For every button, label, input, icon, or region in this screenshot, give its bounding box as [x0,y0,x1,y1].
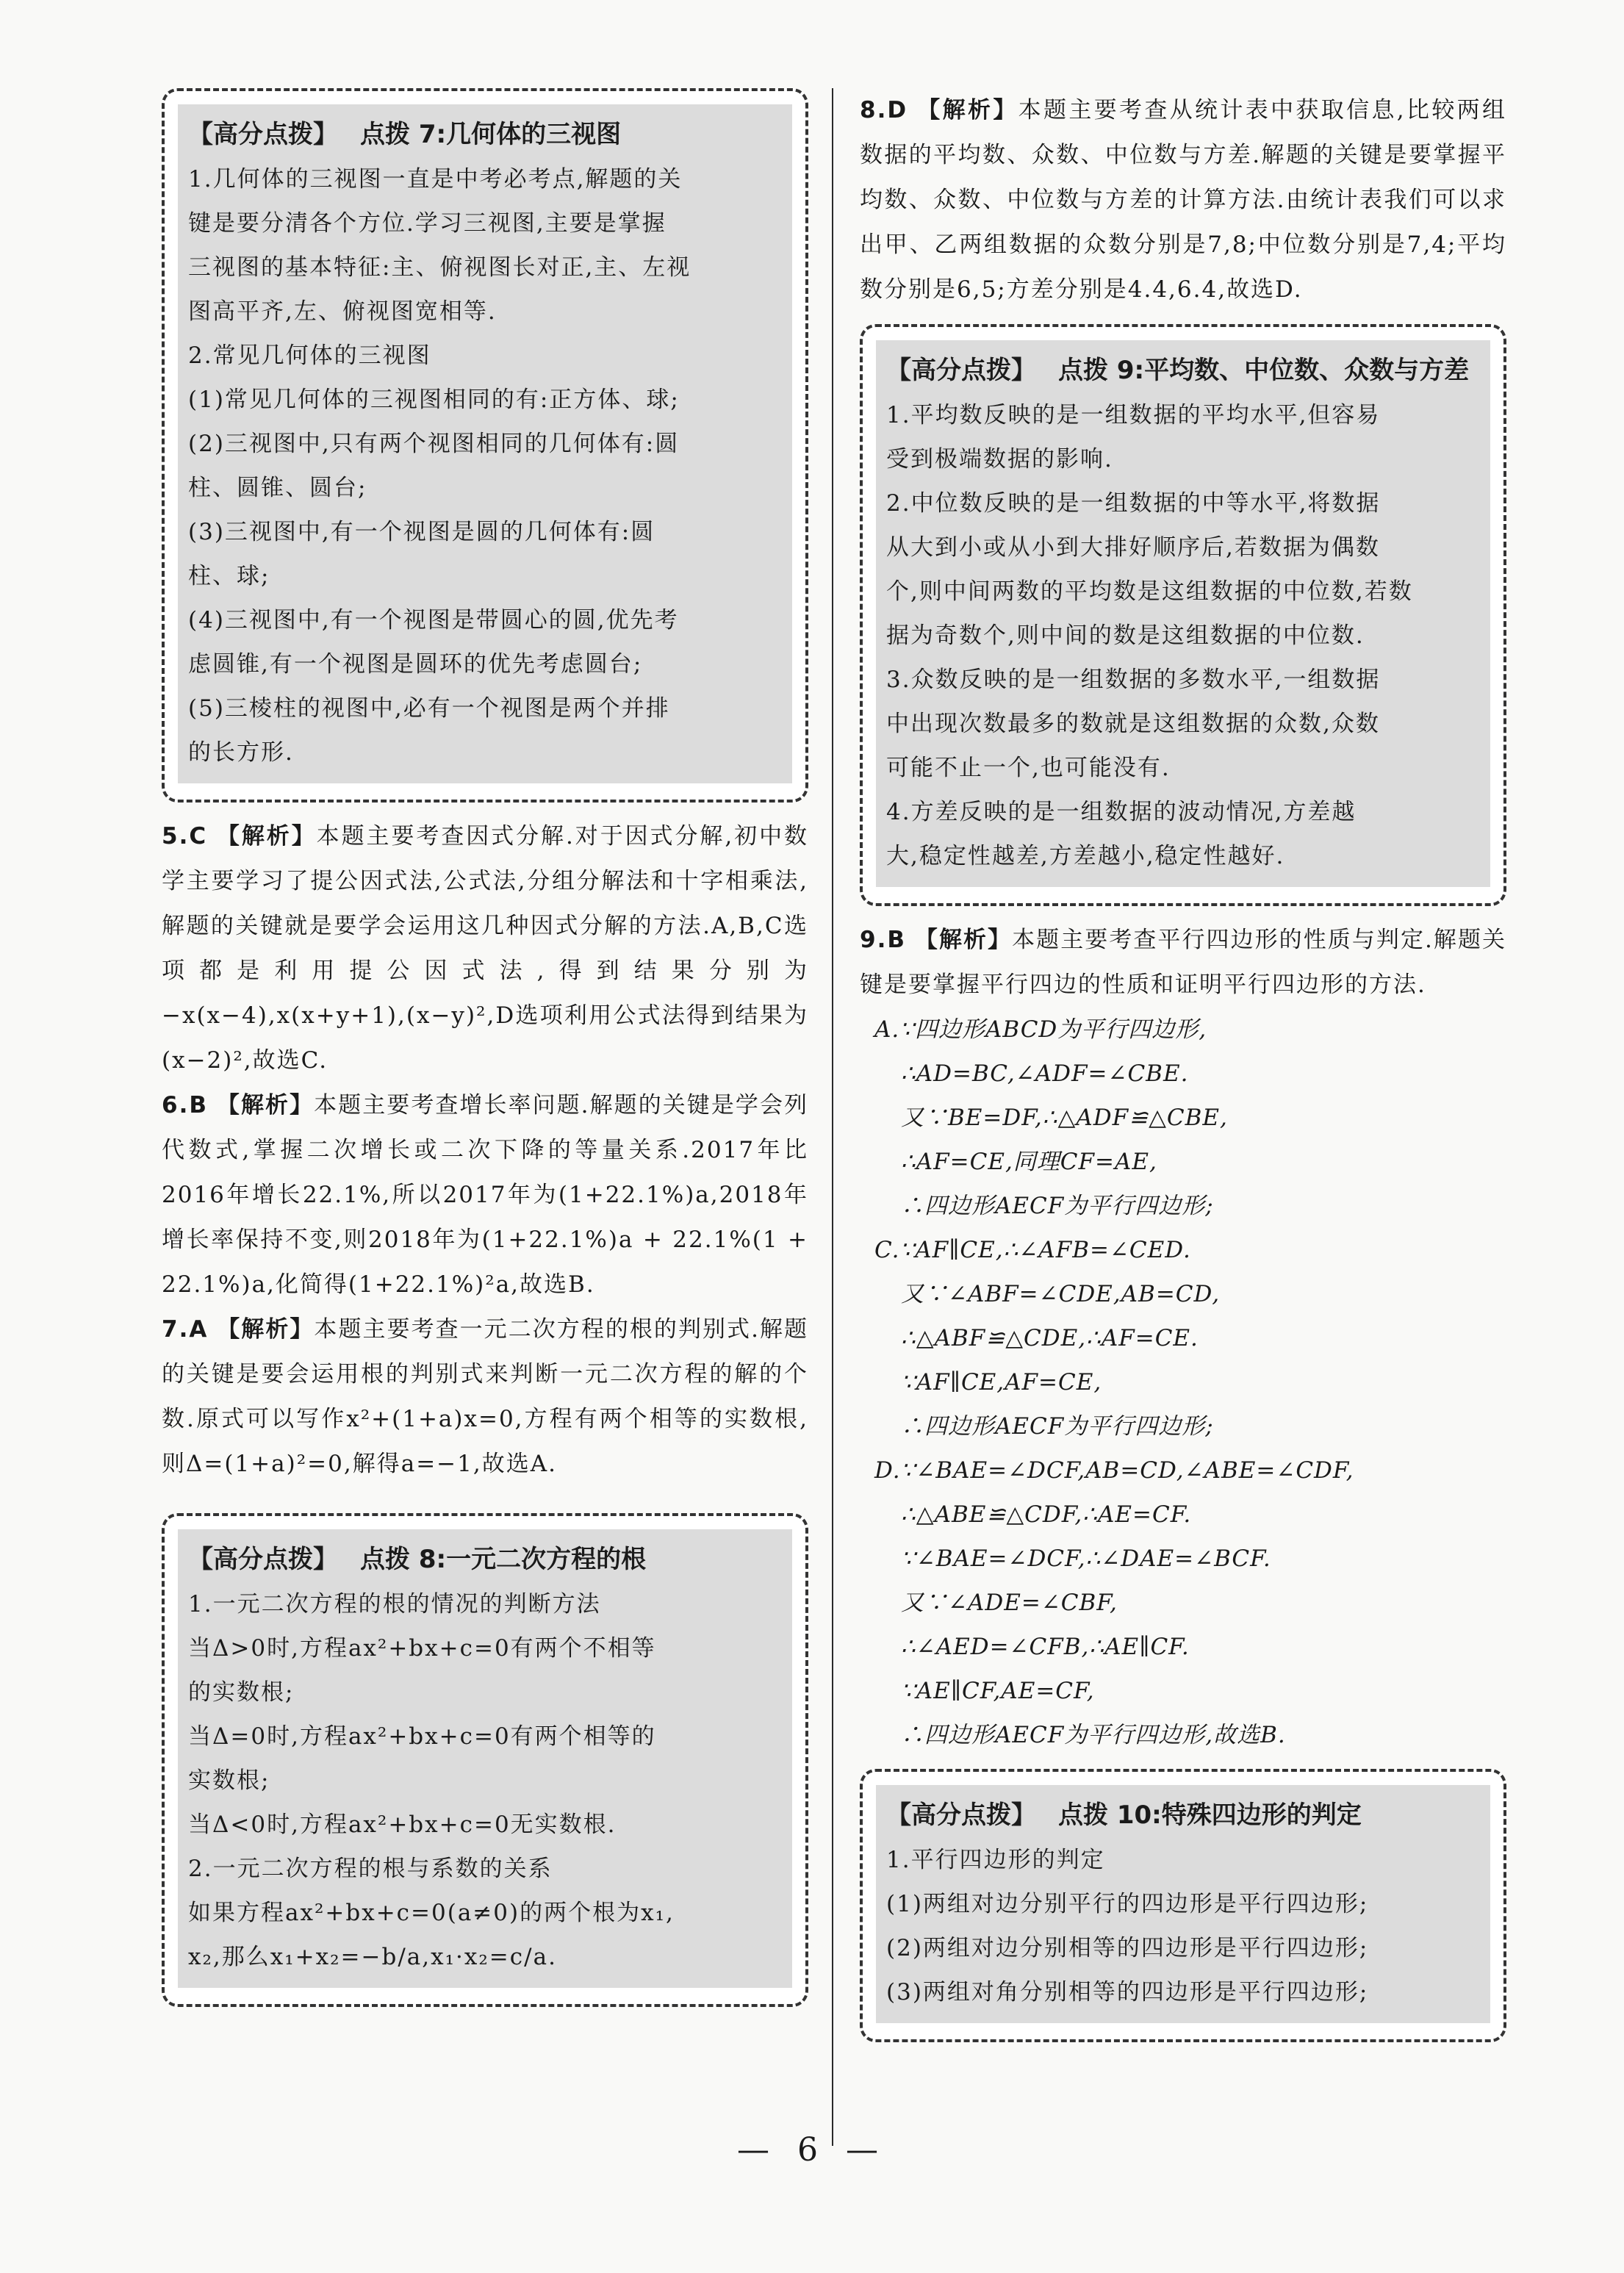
tip-box-title [886,348,1480,393]
tip-tag: 【高分点拨】 [886,356,1036,385]
proof-line: ∵AE∥CF,AE=CF, [901,1678,1095,1704]
proof-line: ∴四边形AECF为平行四边形; [901,1413,1214,1440]
question-answer: A [189,1316,209,1343]
tip-line: 柱、圆锥、圆台; [188,475,367,501]
tip-box-7 [162,88,808,802]
left-column [162,88,808,2007]
question-answer: B [887,927,906,953]
column-divider [832,88,833,2146]
tip-line: 2.常见几何体的三视图 [188,342,431,369]
tip-line: 如果方程ax²+bx+c=0(a≠0)的两个根为x₁, [188,1900,675,1926]
tip-line: (5)三棱柱的视图中,必有一个视图是两个并排 [188,695,670,722]
tip-line: 个,则中间两数的平均数是这组数据的中位数,若数 [886,578,1413,605]
question-number: 7. [162,1316,190,1343]
tip-box-10 [860,1769,1506,2042]
tip-line: 据为奇数个,则中间的数是这组数据的中位数. [886,622,1365,649]
analysis-tag: 【解析】 [914,927,1013,953]
question-8 [860,88,1506,312]
proof-line: 又∵BE=DF,∴△ADF≌△CBE, [901,1105,1228,1131]
proof-line: 又∵∠ADE=∠CBF, [901,1590,1118,1616]
tip-title: 点拨 8:一元二次方程的根 [360,1545,647,1574]
proof-line: ∴∠AED=∠CFB,∴AE∥CF. [901,1634,1190,1660]
tip-line: 图高平齐,左、俯视图宽相等. [188,298,497,325]
tip-tag: 【高分点拨】 [886,1800,1036,1830]
proof-line: ∴△ABF≌△CDE,∴AF=CE. [901,1325,1199,1351]
tip-tag: 【高分点拨】 [188,1545,338,1574]
page-number: — 6 — [737,2131,887,2169]
tip-line: (1)常见几何体的三视图相同的有:正方体、球; [188,387,680,413]
tip-line: 键是要分清各个方位.学习三视图,主要是掌握 [188,210,667,237]
analysis-tag: 【解析】 [917,97,1018,123]
tip-box-title [886,1792,1480,1838]
tip-box-9 [860,324,1506,906]
question-answer: D [887,97,908,123]
analysis-text: 本题主要考查一元二次方程的根的判别式.解题的关键是要会运用根的判别式来判断一元二次方程的解的个数.原式可以写作x²+(1+a)x=0,方程有两个相等的实数根,则Δ=(1+a)²=0,解得a=−1,故选A. [162,1316,809,1477]
tip-line: 实数根; [188,1767,270,1794]
tip-line: 大,稳定性越差,方差越小,稳定性越好. [886,843,1285,869]
tip-title: 点拨 7:几何体的三视图 [360,120,622,149]
proof-line: ∴AD=BC,∠ADF=∠CBE. [901,1060,1189,1087]
tip-line: 1.平均数反映的是一组数据的平均水平,但容易 [886,402,1381,428]
tip-line: (3)三视图中,有一个视图是圆的几何体有:圆 [188,519,655,545]
tip-line: 的长方形. [188,739,294,766]
question-7 [162,1307,808,1487]
tip-line: (1)两组对边分别平行的四边形是平行四边形; [886,1891,1369,1917]
question-9 [860,918,1506,1008]
question-5 [162,814,808,1083]
tip-line: 1.平行四边形的判定 [886,1847,1105,1873]
tip-line: 4.方差反映的是一组数据的波动情况,方差越 [886,799,1357,825]
proof-line: D.∵∠BAE=∠DCF,AB=CD,∠ABE=∠CDF, [874,1457,1354,1484]
tip-line: 2.中位数反映的是一组数据的中等水平,将数据 [886,490,1381,517]
tip-tag: 【高分点拨】 [188,120,338,149]
tip-title: 点拨 10:特殊四边形的判定 [1058,1800,1362,1830]
tip-title: 点拨 9:平均数、中位数、众数与方差 [1058,356,1470,385]
tip-box-title [188,112,782,157]
question-answer: C [189,823,208,850]
analysis-tag: 【解析】 [216,823,317,850]
analysis-text: 本题主要考查因式分解.对于因式分解,初中数学主要学习了提公因式法,公式法,分组分解法和十字相乘法,解题的关键就是要学会运用这几种因式分解的方法.A,B,C选项都是利用提公因式法,得到结果分别为−x(x−4),x(x+y+1),(x−y)²,D选项利用公式法得到结果为(x−2)²,故选C. [162,823,808,1074]
tip-line: 三视图的基本特征:主、俯视图长对正,主、左视 [188,254,691,281]
question-number: 9. [860,927,888,953]
analysis-text: 本题主要考查增长率问题.解题的关键是学会列代数式,掌握二次增长或二次下降的等量关系.2017年比2016年增长22.1%,所以2017年为(1+22.1%)a,2018年增长率保持不变,则2018年为(1+22.1%)a + 22.1%(1 + 22.1%)a,化简得(1+22.1%)²a,故选B. [162,1092,809,1298]
proof-line: 又∵∠ABF=∠CDE,AB=CD, [901,1281,1221,1307]
analysis-text: 本题主要考查平行四边形的性质与判定.解题关键是要掌握平行四边的性质和证明平行四边形的方法. [860,927,1507,998]
question-number: 6. [162,1092,190,1118]
tip-line: (4)三视图中,有一个视图是带圆心的圆,优先考 [188,607,679,633]
tip-line: (3)两组对角分别相等的四边形是平行四边形; [886,1979,1369,2006]
tip-line: 当Δ>0时,方程ax²+bx+c=0有两个不相等 [188,1635,656,1662]
right-column [860,88,1506,2042]
tip-box-title [188,1537,782,1582]
proof-line: ∴△ABE≌△CDF,∴AE=CF. [901,1501,1192,1528]
tip-line: 的实数根; [188,1679,295,1706]
tip-line: 当Δ=0时,方程ax²+bx+c=0有两个相等的 [188,1723,656,1750]
tip-box-8 [162,1513,808,2007]
proof-line: A.∵四边形ABCD为平行四边形, [874,1016,1207,1043]
tip-line: 柱、球; [188,563,270,589]
tip-line: 从大到小或从小到大排好顺序后,若数据为偶数 [886,534,1380,561]
tip-line: 1.几何体的三视图一直是中考必考点,解题的关 [188,166,683,193]
analysis-text: 本题主要考查从统计表中获取信息,比较两组数据的平均数、众数、中位数与方差.解题的关键是要掌握平均数、众数、中位数与方差的计算方法.由统计表我们可以求出甲、乙两组数据的众数分别是7,8;中位数分别是7,4;平均数分别是6,5;方差分别是4.4,6.4,故选D. [860,97,1507,303]
question-answer: B [189,1092,208,1118]
proof-line: ∵∠BAE=∠DCF,∴∠DAE=∠BCF. [901,1545,1271,1572]
analysis-tag: 【解析】 [217,1316,315,1343]
tip-line: (2)两组对边分别相等的四边形是平行四边形; [886,1935,1369,1961]
proof-line: ∴四边形AECF为平行四边形; [901,1193,1214,1219]
tip-line: (2)三视图中,只有两个视图相同的几何体有:圆 [188,431,680,457]
proof-line: ∴AF=CE,同理CF=AE, [901,1149,1157,1175]
tip-line: 受到极端数据的影响. [886,446,1113,473]
tip-line: 2.一元二次方程的根与系数的关系 [188,1856,553,1882]
proof-line: C.∵AF∥CE,∴∠AFB=∠CED. [874,1237,1191,1263]
analysis-tag: 【解析】 [216,1092,315,1118]
tip-line: x₂,那么x₁+x₂=−b/a,x₁·x₂=c/a. [188,1944,557,1970]
question-number: 5. [162,823,190,850]
tip-line: 可能不止一个,也可能没有. [886,755,1171,781]
tip-line: 3.众数反映的是一组数据的多数水平,一组数据 [886,667,1381,693]
proof-line: ∴四边形AECF为平行四边形,故选B. [901,1722,1286,1748]
tip-line: 虑圆锥,有一个视图是圆环的优先考虑圆台; [188,651,643,678]
question-6 [162,1083,808,1307]
tip-line: 1.一元二次方程的根的情况的判断方法 [188,1591,601,1617]
question-number: 8. [860,97,888,123]
proof-line: ∵AF∥CE,AF=CE, [901,1369,1102,1396]
tip-line: 中出现次数最多的数就是这组数据的众数,众数 [886,711,1380,737]
tip-line: 当Δ<0时,方程ax²+bx+c=0无实数根. [188,1811,617,1838]
